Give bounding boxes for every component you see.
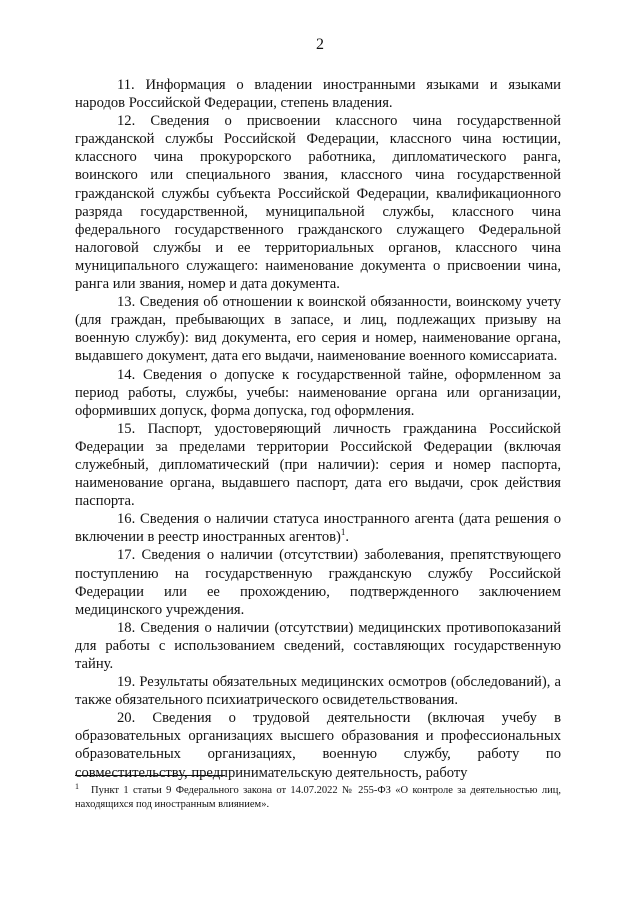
paragraph-item-19: 19. Результаты обязательных медицинских осмотров (обследований), а также обязательного психиатрического освидетельствования.	[75, 674, 561, 709]
footnote-reference: 1	[340, 527, 346, 538]
paragraph-item-20: 20. Сведения о трудовой деятельности (включая учебу в образовательных организациях высшего образования и профессиональных образовательных организациях, военную службу, работу по совместительству, предпринимательскую деятельность, работу	[75, 710, 561, 781]
paragraph-item-12: 12. Сведения о присвоении классного чина государственной гражданской службы Российской Федерации, классного чина юстиции, классного чина прокурорского работника, дипломатического ранга, воинского или специального звания, классного чина государственной гражданской службы субъекта Российской Федерации, квалификационного разряда государственной, муниципальной службы, классного чина федерального государственного гражданского служащего Федеральной налоговой службы и ее территориальных органов, классного чина муниципального служащего: наименование документа о присвоении чина, ранга или звания, номер и дата документа.	[75, 113, 561, 293]
paragraph-item-15: 15. Паспорт, удостоверяющий личность гражданина Российской Федерации за пределами территории Российской Федерации (включая служебный, дипломатический (при наличии): серия и номер паспорта, наименование органа, выдавшего паспорт, дата его выдачи, срок действия паспорта.	[75, 420, 561, 510]
paragraph-item-16-end: .	[345, 529, 350, 546]
paragraph-item-18: 18. Сведения о наличии (отсутствии) медицинских противопоказаний для работы с использованием сведений, составляющих государственную тайну.	[75, 619, 561, 672]
paragraph-item-11: 11. Информация о владении иностранными языками и языками народов Российской Федерации, степень владения.	[75, 77, 561, 112]
paragraph-item-13: 13. Сведения об отношении к воинской обязанности, воинскому учету (для граждан, пребывающих в запасе, и лиц, подлежащих призыву на военную службу): вид документа, его серия и номер, наименование органа, выдавшего документ, дата его выдачи, наименование военного комиссариата.	[75, 294, 561, 365]
footnote	[75, 781, 561, 812]
document-body	[75, 76, 561, 782]
footnote-marker: 1	[75, 781, 79, 791]
paragraph-item-16	[75, 510, 561, 546]
footnote-separator	[75, 775, 225, 776]
footnote-text: Пункт 1 статьи 9 Федерального закона от 14.07.2022 № 255-ФЗ «О контроле за деятельностью лиц, находящихся под иностранным влиянием».	[75, 785, 561, 810]
page-number: 2	[316, 36, 324, 53]
paragraph-item-16-text: 16. Сведения о наличии статуса иностранного агента (дата решения о включении в реестр иностранных агентов)	[75, 511, 561, 546]
paragraph-item-17: 17. Сведения о наличии (отсутствии) заболевания, препятствующего поступлению на государственную гражданскую службу Российской Федерации или ее прохождению, подтвержденного заключением медицинского учреждения.	[75, 547, 561, 618]
paragraph-item-14: 14. Сведения о допуске к государственной тайне, оформленном за период работы, службы, учебы: наименование органа или организации, оформивших допуск, форма допуска, год оформления.	[75, 366, 561, 419]
